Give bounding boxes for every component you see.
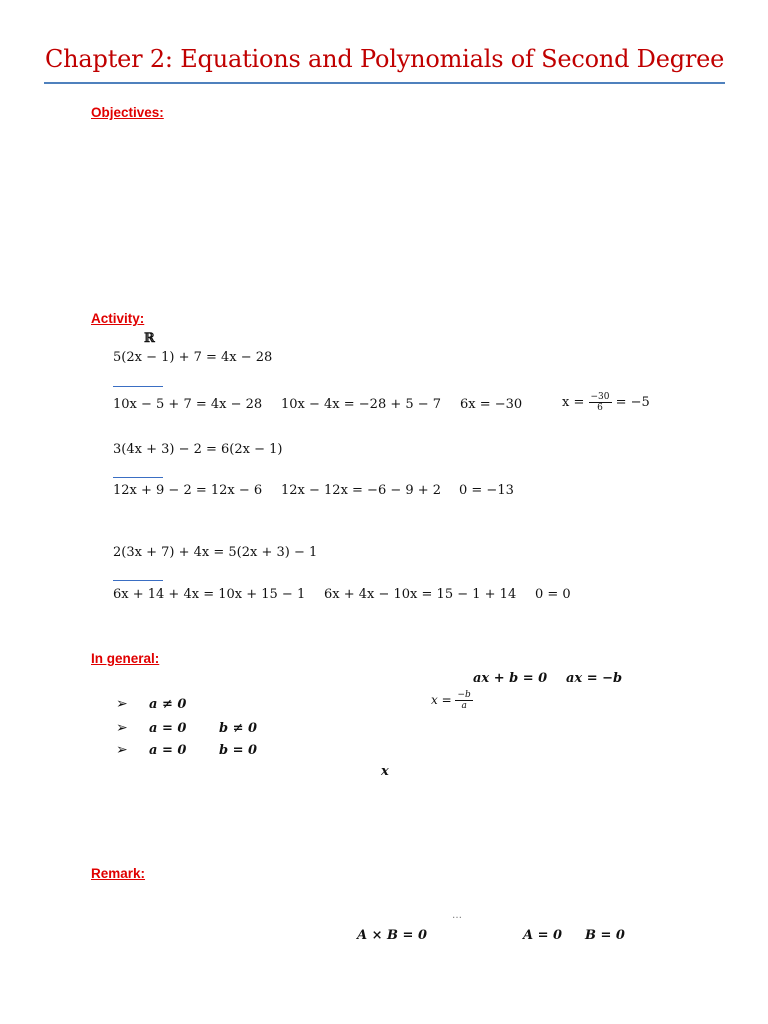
equation-1-solution	[562, 392, 650, 413]
case-2-condition-b: b ≠ 0	[219, 721, 258, 736]
activity-heading: Activity:	[91, 311, 145, 326]
bullet-arrow-icon: ➢	[116, 696, 128, 712]
equation-3: 2(3x + 7) + 4x = 5(2x + 3) − 1	[113, 545, 318, 560]
equation-1-step-2: 10x − 4x = −28 + 5 − 7	[281, 397, 442, 412]
equation-1-step-3: 6x = −30	[460, 397, 523, 412]
case-1-solution	[431, 690, 473, 711]
equation-3-step-3: 0 = 0	[535, 587, 571, 602]
general-form-rearranged: ax = −b	[566, 671, 623, 686]
bullet-arrow-icon: ➢	[116, 742, 128, 758]
objectives-heading: Objectives:	[91, 105, 164, 120]
general-form: ax + b = 0	[473, 671, 548, 686]
equation-1-solution-prefix: x =	[562, 395, 585, 410]
remark-condition-b: B = 0	[585, 928, 625, 943]
equation-3-step-1: 6x + 14 + 4x = 10x + 15 − 1	[113, 587, 306, 602]
product-equation: A × B = 0	[357, 928, 428, 943]
remark-condition-a: A = 0	[523, 928, 563, 943]
equation-2-step-2: 12x − 12x = −6 − 9 + 2	[281, 483, 442, 498]
page-title: Chapter 2: Equations and Polynomials of Second Degree	[45, 45, 725, 73]
in-general-heading: In general:	[91, 651, 160, 666]
equation-2-step-3: 0 = −13	[459, 483, 514, 498]
equation-2-step-1: 12x + 9 − 2 = 12x − 6	[113, 483, 263, 498]
equation-1-rule	[113, 386, 163, 387]
title-underline	[44, 82, 725, 84]
case-1-solution-denominator: a	[461, 701, 467, 711]
case-1-solution-prefix: x =	[431, 693, 452, 707]
equation-2-rule	[113, 477, 163, 478]
real-numbers-symbol: ℝ	[144, 331, 155, 346]
equation-3-step-2: 6x + 4x − 10x = 15 − 1 + 14	[324, 587, 517, 602]
equation-1-step-1: 10x − 5 + 7 = 4x − 28	[113, 397, 263, 412]
ellipsis: …	[452, 910, 462, 921]
case-1-condition: a ≠ 0	[149, 697, 187, 712]
equation-3-rule	[113, 580, 163, 581]
equation-1-solution-fraction	[589, 392, 612, 413]
equation-2: 3(4x + 3) − 2 = 6(2x − 1)	[113, 442, 283, 457]
variable-x: x	[381, 764, 389, 779]
equation-1-solution-numerator: −30	[590, 392, 610, 402]
bullet-arrow-icon: ➢	[116, 720, 128, 736]
case-3-condition-b: b = 0	[219, 743, 258, 758]
case-1-solution-numerator: −b	[457, 690, 471, 700]
equation-1-solution-denominator: 6	[597, 403, 603, 413]
equation-1: 5(2x − 1) + 7 = 4x − 28	[113, 350, 273, 365]
remark-heading: Remark:	[91, 866, 146, 881]
equation-1-solution-suffix: = −5	[615, 395, 650, 410]
case-1-solution-fraction	[455, 690, 472, 711]
case-3-condition-a: a = 0	[149, 743, 187, 758]
case-2-condition-a: a = 0	[149, 721, 187, 736]
